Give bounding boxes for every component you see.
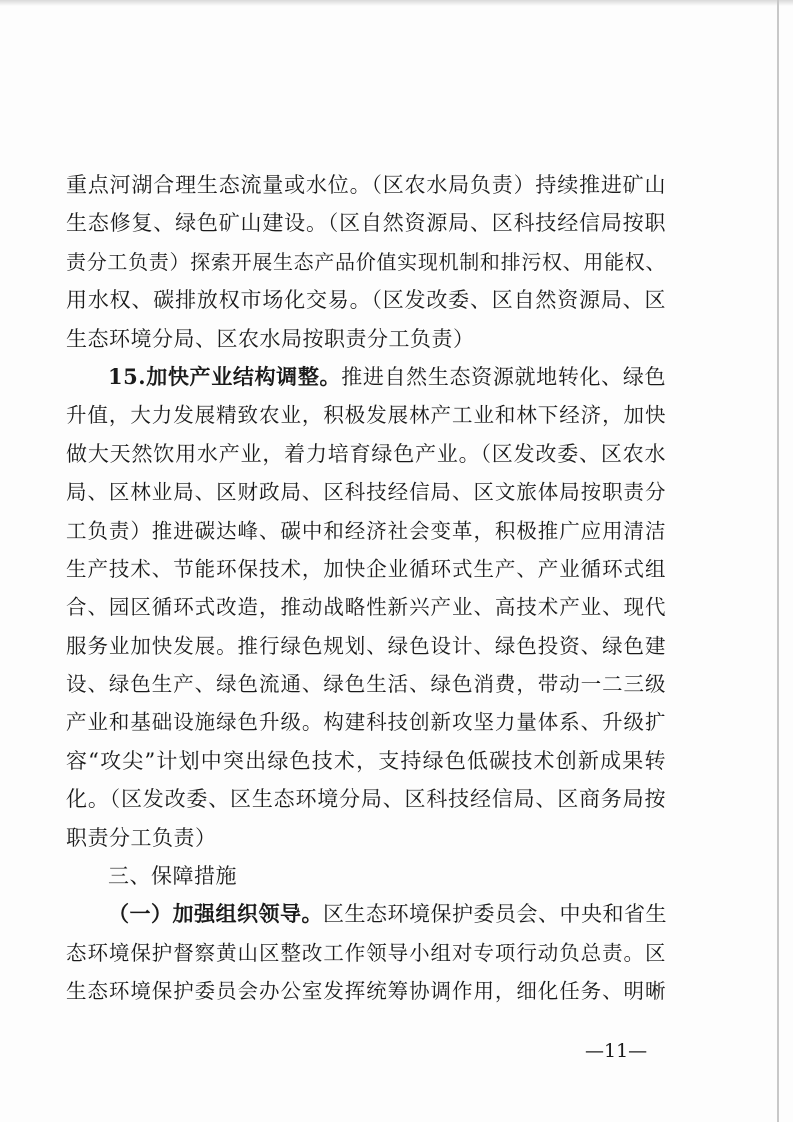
text-line: 态环境保护督察黄山区整改工作领导小组对专项行动负总责。区 bbox=[66, 940, 666, 965]
text-line: 化。（区发改委、区生态环境分局、区科技经信局、区商务局按 bbox=[66, 787, 666, 812]
text-line: 重点河湖合理生态流量或水位。（区农水局负责）持续推进矿山 bbox=[66, 173, 666, 197]
text-line: 容“攻尖”计划中突出绿色技术，支持绿色低碳技术创新成果转 bbox=[66, 748, 666, 773]
item-heading: 15.加快产业结构调整。 bbox=[108, 363, 342, 389]
paragraph-first-line bbox=[66, 358, 666, 396]
text-line: 做大天然饮用水产业，着力培育绿色产业。（区发改委、区农水 bbox=[66, 441, 666, 466]
text-line: 工负责）推进碳达峰、碳中和经济社会变革，积极推广应用清洁 bbox=[66, 518, 666, 543]
paragraph-first-line bbox=[66, 895, 666, 933]
section-heading: 三、保障措施 bbox=[108, 864, 237, 889]
text-line: 升值，大力发展精致农业，积极发展林产工业和林下经济，加快 bbox=[66, 403, 666, 428]
text-run: 推进自然生态资源就地转化、绿色 bbox=[341, 364, 666, 389]
text-line: 产业和基础设施绿色升级。构建科技创新攻坚力量体系、升级扩 bbox=[66, 710, 666, 735]
text-line: 生产技术、节能环保技术，加快企业循环式生产、产业循环式组 bbox=[66, 556, 666, 581]
text-line: 设、绿色生产、绿色流通、绿色生活、绿色消费，带动一二三级 bbox=[66, 672, 666, 697]
text-line: 生态修复、绿色矿山建设。（区自然资源局、区科技经信局按职 bbox=[66, 211, 666, 236]
page-top-edge bbox=[0, 0, 793, 6]
text-line: 合、园区循环式改造，推动战略性新兴产业、高技术产业、现代 bbox=[66, 595, 666, 620]
text-line: 服务业加快发展。推行绿色规划、绿色设计、绿色投资、绿色建 bbox=[66, 633, 666, 658]
text-line: 职责分工负责） bbox=[66, 825, 217, 850]
page-right-edge bbox=[777, 0, 779, 1122]
text-line: 责分工负责）探索开展生态产品价值实现机制和排污权、用能权、 bbox=[66, 249, 666, 274]
text-line: 生态环境保护委员会办公室发挥统筹协调作用，细化任务、明晰 bbox=[66, 979, 666, 1004]
item-heading: （一）加强组织领导。 bbox=[108, 901, 323, 927]
text-run: 区生态环境保护委员会、中央和省生 bbox=[323, 902, 667, 927]
text-line: 生态环境分局、区农水局按职责分工负责） bbox=[66, 326, 475, 351]
text-line: 局、区林业局、区财政局、区科技经信局、区文旅体局按职责分 bbox=[66, 480, 666, 505]
text-line: 用水权、碳排放权市场化交易。（区发改委、区自然资源局、区 bbox=[66, 288, 666, 313]
document-body bbox=[66, 166, 666, 1011]
page-number: —11— bbox=[585, 1040, 648, 1062]
